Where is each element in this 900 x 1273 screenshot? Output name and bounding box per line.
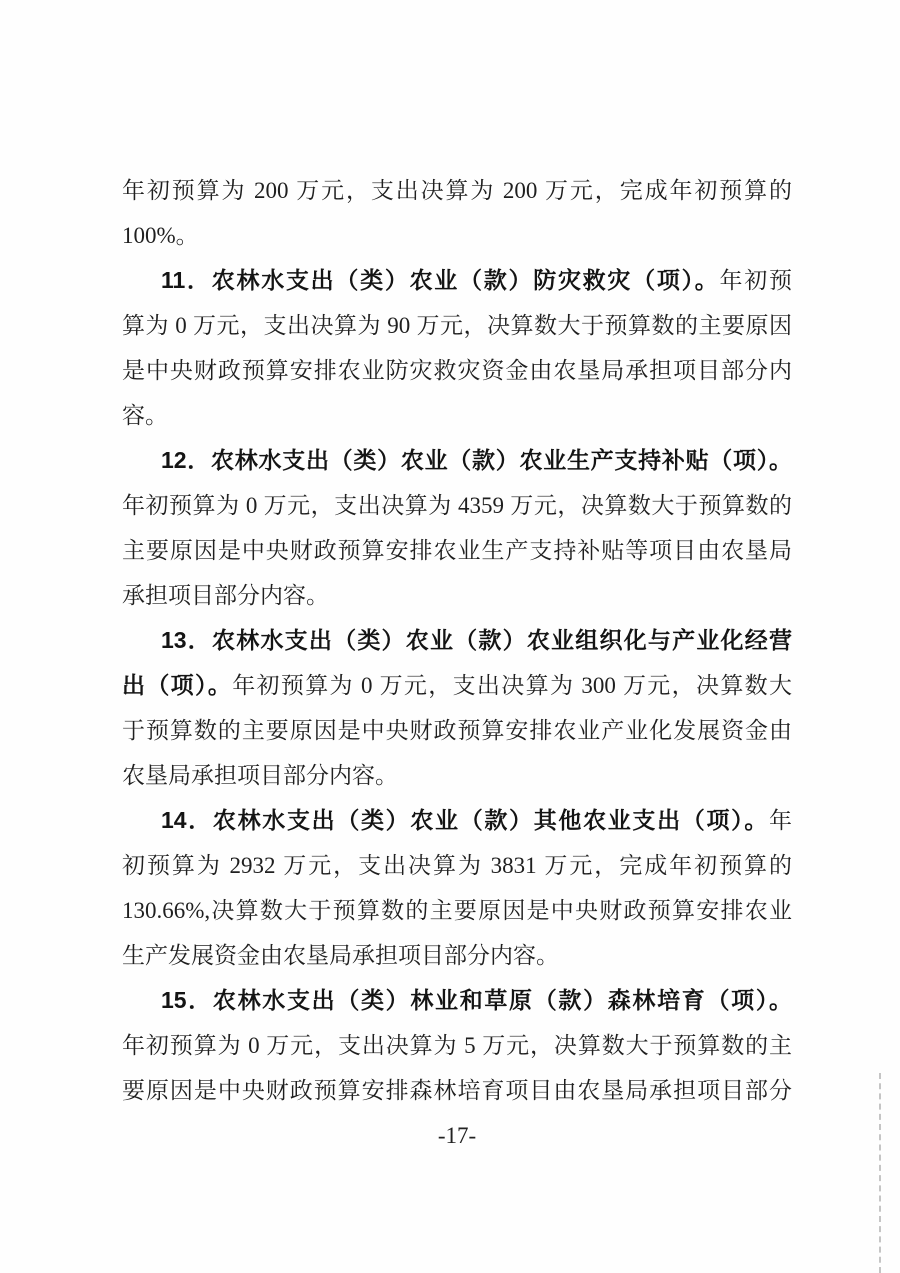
heading-segment: 11．农林水支出（类）农业（款）防灾救灾（项）。 (161, 267, 720, 293)
scan-artifact-line (879, 1073, 881, 1273)
text-line (122, 978, 792, 1023)
body-segment: 是中央财政预算安排农业防灾救灾资金由农垦局承担项目部分内 (122, 358, 792, 383)
heading-segment: 15．农林水支出（类）林业和草原（款）森林培育（项）。 (161, 987, 792, 1013)
body-segment: 100%。 (122, 223, 199, 248)
body-segment: 承担项目部分内容。 (122, 583, 329, 608)
body-segment: 年初预 (719, 268, 793, 293)
text-line (122, 168, 792, 213)
text-line (122, 438, 792, 483)
body-segment: 130.66%,决算数大于预算数的主要原因是中央财政预算安排农业 (122, 898, 792, 923)
text-line (122, 258, 792, 303)
text-line (122, 843, 792, 888)
body-segment: 主要原因是中央财政预算安排农业生产支持补贴等项目由农垦局 (122, 538, 792, 563)
text-line (122, 753, 792, 798)
text-line (122, 618, 792, 663)
body-segment: 于预算数的主要原因是中央财政预算安排农业产业化发展资金由 (122, 718, 792, 743)
document-body (122, 168, 792, 1113)
text-line (122, 528, 792, 573)
heading-segment: 13．农林水支出（类）农业（款）农业组织化与产业化经营 (161, 627, 792, 653)
body-segment: 生产发展资金由农垦局承担项目部分内容。 (122, 943, 559, 968)
body-segment: 算为 0 万元，支出决算为 90 万元，决算数大于预算数的主要原因 (122, 313, 792, 338)
text-line (122, 573, 792, 618)
page-number: -17- (437, 1123, 477, 1148)
body-segment: 年 (769, 808, 792, 833)
body-segment: 容。 (122, 403, 168, 428)
text-line (122, 798, 792, 843)
text-line (122, 393, 792, 438)
text-line (122, 303, 792, 348)
body-segment: 农垦局承担项目部分内容。 (122, 763, 398, 788)
body-segment: 要原因是中央财政预算安排森林培育项目由农垦局承担项目部分 (122, 1078, 792, 1103)
text-line (122, 933, 792, 978)
text-line (122, 1068, 792, 1113)
body-segment: 初预算为 2932 万元，支出决算为 3831 万元，完成年初预算的 (122, 853, 792, 878)
body-segment: 年初预算为 0 万元，支出决算为 4359 万元，决算数大于预算数的 (122, 493, 792, 518)
heading-segment: 12．农林水支出（类）农业（款）农业生产支持补贴（项）。 (161, 447, 792, 473)
body-segment: 年初预算为 0 万元，支出决算为 5 万元，决算数大于预算数的主 (122, 1033, 792, 1058)
text-line (122, 708, 792, 753)
heading-segment: 14．农林水支出（类）农业（款）其他农业支出（项）。 (161, 807, 769, 833)
text-line (122, 213, 792, 258)
text-line (122, 888, 792, 933)
text-line (122, 663, 792, 708)
heading-segment: 出（项）。 (122, 672, 233, 698)
body-segment: 年初预算为 200 万元，支出决算为 200 万元，完成年初预算的 (122, 178, 792, 203)
text-line (122, 1023, 792, 1068)
body-segment: 年初预算为 0 万元，支出决算为 300 万元，决算数大 (232, 673, 793, 698)
text-line (122, 483, 792, 528)
text-line (122, 348, 792, 393)
